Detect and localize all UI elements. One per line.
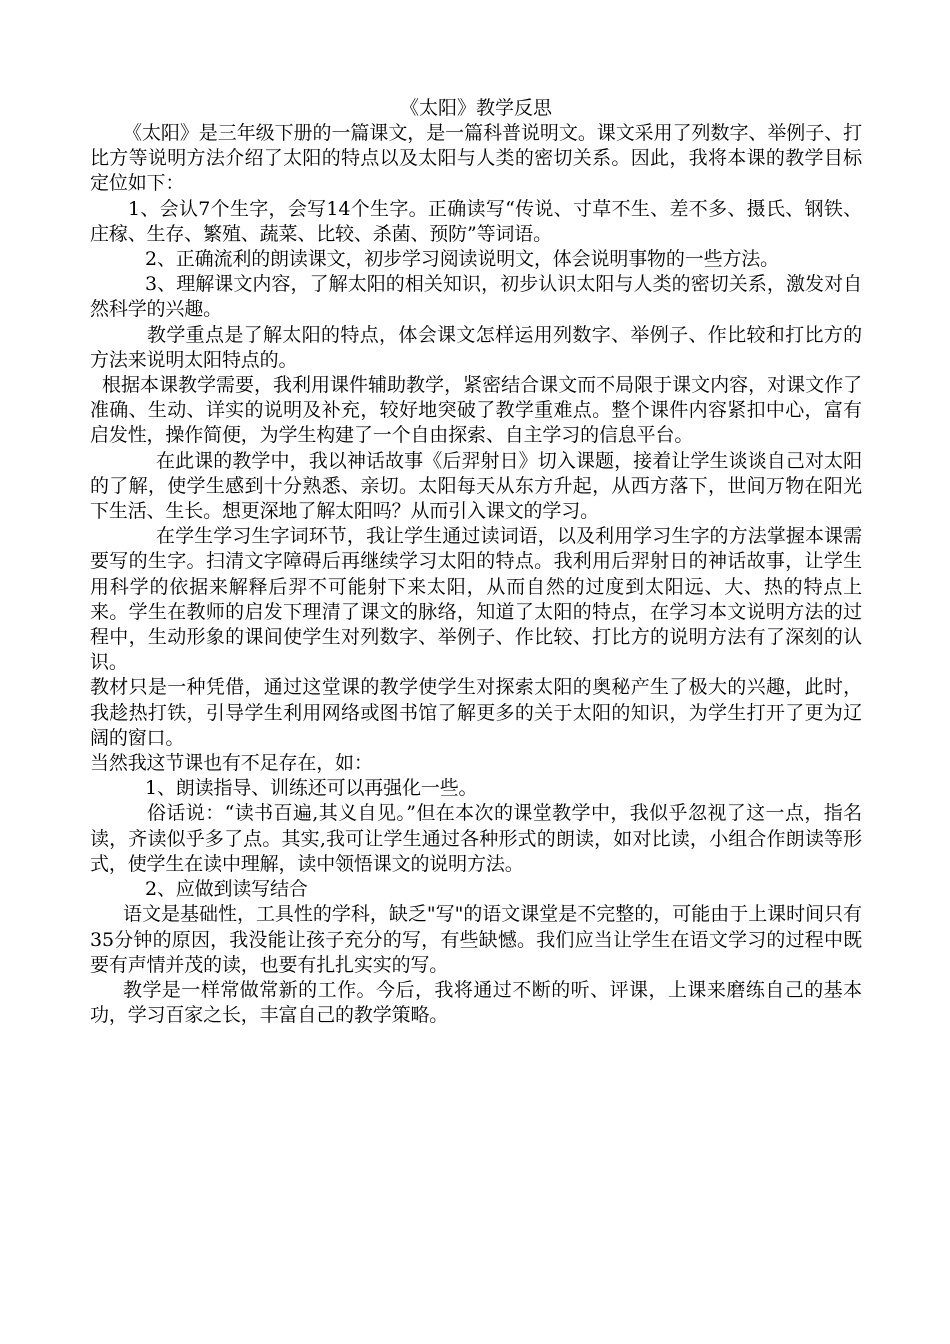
paragraph-goal-2: 2、正确流利的朗读课文，初步学习阅读说明文，体会说明事物的一些方法。 — [145, 248, 779, 271]
paragraph-goal-1: 1、会认7个生字，会写14个生字。正确读写“传说、寸草不生、差不多、摄氏、钢铁、庄稼、生存、繁殖、蔬菜、比较、杀菌、预防”等词语。 — [90, 197, 862, 245]
paragraph-reading: 俗话说：“读书百遍,其义自见。”但在本次的课堂教学中，我似乎忽视了这一点，指名读，齐读似乎多了点。其实,我可让学生通过各种形式的朗读，如对比读，小组合作朗读等形式，使学生在读中理解，读中领悟课文的说明方法。 — [90, 802, 862, 875]
paragraph-introduction-story: 在此课的教学中，我以神话故事《后羿射日》切入课题，接着让学生谈谈自己对太阳的了解，使学生感到十分熟悉、亲切。太阳每天从东方升起，从西方落下，世间万物在阳光下生活、生长。想更深地了解太阳吗？从而引入课文的学习。 — [90, 449, 862, 523]
paragraph-shortcoming-2: 2、应做到读写结合 — [145, 878, 308, 901]
document-page — [90, 96, 862, 1028]
paragraph-shortcoming-1: 1、朗读指导、训练还可以再强化一些。 — [145, 777, 478, 800]
paragraph-shortcomings: 当然我这节课也有不足存在，如： — [90, 752, 373, 775]
paragraph-conclusion: 教学是一样常做常新的工作。今后，我将通过不断的听、评课，上课来磨练自己的基本功，学习百家之长，丰富自己的教学策略。 — [90, 978, 862, 1027]
paragraph-courseware: 根据本课教学需要，我利用课件辅助教学，紧密结合课文而不局限于课文内容，对课文作了准确、生动、详实的说明及补充，较好地突破了教学重难点。整个课件内容紧扣中心，富有启发性，操作简便，为学生构建了一个自由探索、自主学习的信息平台。 — [90, 374, 862, 447]
paragraph-new-words: 在学生学习生字词环节，我让学生通过读词语，以及利用学习生字的方法掌握本课需要写的生字。扫清文字障碍后再继续学习太阳的特点。我利用后羿射日的神话故事，让学生用科学的依据来解释后羿不可能射下来太阳，从而自然的过度到太阳远、大、热的特点上来。学生在教师的启发下理清了课文的脉络，知道了太阳的特点，在学习本文说明方法的过程中，生动形象的课间使学生对列数字、举例子、作比较、打比方的说明方法有了深刻的认识。 — [90, 525, 862, 674]
paragraph-writing: 语文是基础性，工具性的学科，缺乏"写"的语文课堂是不完整的，可能由于上课时间只有35分钟的原因，我没能让孩子充分的写，有些缺憾。我们应当让学生在语文学习的过程中既要有声情并茂的读，也要有扎扎实实的写。 — [90, 903, 862, 976]
paragraph-materials: 教材只是一种凭借，通过这堂课的教学使学生对探索太阳的奥秘产生了极大的兴趣，此时，我趁热打铁，引导学生利用网络或图书馆了解更多的关于太阳的知识，为学生打开了更为辽阔的窗口。 — [90, 676, 862, 749]
document-title: 《太阳》教学反思 — [399, 97, 552, 119]
paragraph-goal-3: 3、理解课文内容，了解太阳的相关知识，初步认识太阳与人类的密切关系，激发对自然科学的兴趣。 — [90, 273, 862, 321]
paragraph-intro: 《太阳》是三年级下册的一篇课文，是一篇科普说明文。课文采用了列数字、举例子、打比方等说明方法介绍了太阳的特点以及太阳与人类的密切关系。因此，我将本课的教学目标定位如下： — [90, 122, 862, 195]
paragraph-key-points: 教学重点是了解太阳的特点，体会课文怎样运用列数字、举例子、作比较和打比方的方法来说明太阳特点的。 — [90, 323, 862, 371]
